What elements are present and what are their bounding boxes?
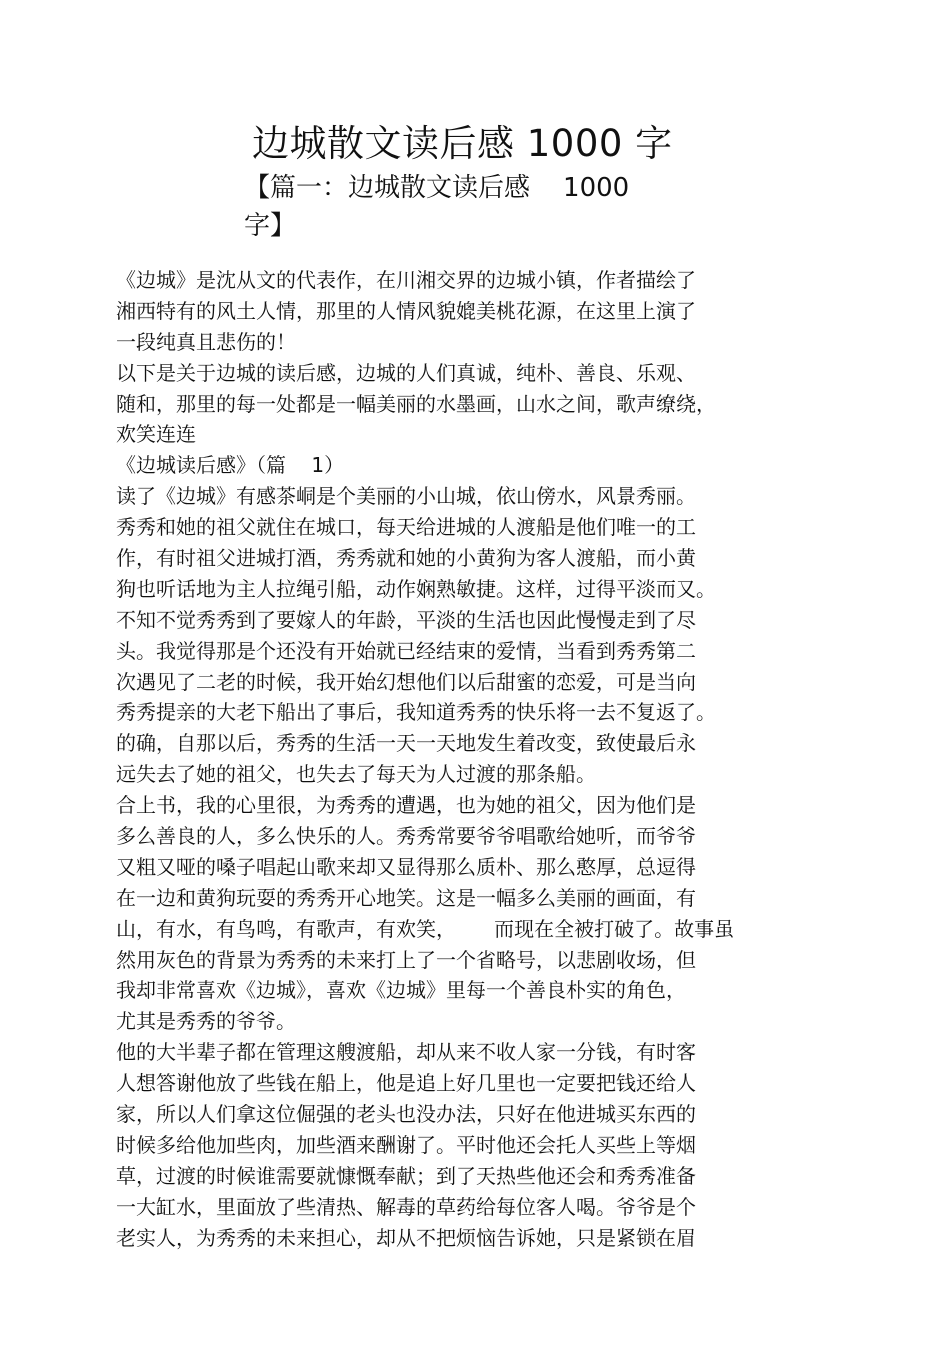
text-line: 《边城》是沈从文的代表作，在川湘交界的边城小镇，作者描绘了 bbox=[116, 268, 696, 292]
text-line: 老实人，为秀秀的未来担心，却从不把烦恼告诉她，只是紧锁在眉 bbox=[116, 1225, 696, 1250]
text-line: 然用灰色的背景为秀秀的未来打上了一个省略号，以悲剧收场，但 bbox=[116, 947, 696, 972]
body-text bbox=[116, 265, 796, 1254]
text-line: 合上书，我的心里很，为秀秀的遭遇，也为她的祖父，因为他们是 bbox=[116, 793, 696, 818]
text-line: 秀秀提亲的大老下船出了事后，我知道秀秀的快乐将一去不复返了。 bbox=[116, 700, 716, 725]
text-line: 他的大半辈子都在管理这艘渡船，却从来不收人家一分钱，有时客 bbox=[116, 1040, 696, 1065]
text-line: 我却非常喜欢《边城》，喜欢《边城》里每一个善良朴实的角色， bbox=[116, 978, 686, 1003]
section-heading-line-2: 字】 bbox=[244, 211, 297, 241]
text-line: 狗也听话地为主人拉绳引船，动作娴熟敏捷。这样，过得平淡而又。 bbox=[116, 576, 716, 601]
text-line: 《边城读后感》（篇 1） bbox=[116, 453, 345, 478]
text-line: 尤其是秀秀的爷爷。 bbox=[116, 1009, 296, 1034]
text-line: 一段纯真且悲伤的！ bbox=[116, 329, 296, 354]
text-line: 又粗又哑的嗓子唱起山歌来却又显得那么质朴、那么憨厚，总逗得 bbox=[116, 854, 696, 879]
text-line: 湘西特有的风土人情，那里的人情风貌媲美桃花源，在这里上演了 bbox=[116, 298, 696, 323]
text-line: 随和，那里的每一处都是一幅美丽的水墨画，山水之间，歌声缭绕， bbox=[116, 391, 716, 416]
text-line: 以下是关于边城的读后感，边城的人们真诚，纯朴、善良、乐观、 bbox=[116, 360, 696, 385]
text-line: 在一边和黄狗玩耍的秀秀开心地笑。这是一幅多么美丽的画面，有 bbox=[116, 885, 696, 910]
text-line: 秀秀和她的祖父就住在城口，每天给进城的人渡船是他们唯一的工 bbox=[116, 515, 696, 540]
text-line: 家，所以人们拿这位倔强的老头也没办法，只好在他进城买东西的 bbox=[116, 1102, 696, 1127]
text-line: 草，过渡的时候谁需要就慷慨奉献；到了天热些他还会和秀秀准备 bbox=[116, 1163, 696, 1188]
text-line: 远失去了她的祖父，也失去了每天为人过渡的那条船。 bbox=[116, 762, 596, 787]
text-line: 不知不觉秀秀到了要嫁人的年龄，平淡的生活也因此慢慢走到了尽 bbox=[116, 607, 696, 632]
text-line: 一大缸水，里面放了些清热、解毒的草药给每位客人喝。爷爷是个 bbox=[116, 1194, 696, 1219]
text-line: 读了《边城》有感茶峒是个美丽的小山城，依山傍水，风景秀丽。 bbox=[116, 484, 696, 509]
document-title: 边城散文读后感 1000 字 bbox=[252, 122, 673, 165]
section-heading-line-1: 【篇一：边城散文读后感 1000 bbox=[244, 173, 630, 203]
text-line: 山，有水，有鸟鸣，有歌声，有欢笑， 而现在全被打破了。故事虽 bbox=[116, 916, 735, 941]
text-line: 的确，自那以后，秀秀的生活一天一天地发生着改变，致使最后永 bbox=[116, 731, 696, 756]
text-line: 多么善良的人，多么快乐的人。秀秀常要爷爷唱歌给她听，而爷爷 bbox=[116, 824, 696, 849]
text-line: 头。我觉得那是个还没有开始就已经结束的爱情，当看到秀秀第二 bbox=[116, 638, 696, 663]
text-line: 人想答谢他放了些钱在船上，他是追上好几里也一定要把钱还给人 bbox=[116, 1071, 696, 1096]
text-line: 欢笑连连 bbox=[116, 422, 196, 447]
text-line: 作，有时祖父进城打酒，秀秀就和她的小黄狗为客人渡船，而小黄 bbox=[116, 546, 696, 571]
text-line: 时候多给他加些肉，加些酒来酬谢了。平时他还会托人买些上等烟 bbox=[116, 1132, 696, 1157]
text-line: 次遇见了二老的时候，我开始幻想他们以后甜蜜的恋爱，可是当向 bbox=[116, 669, 696, 694]
